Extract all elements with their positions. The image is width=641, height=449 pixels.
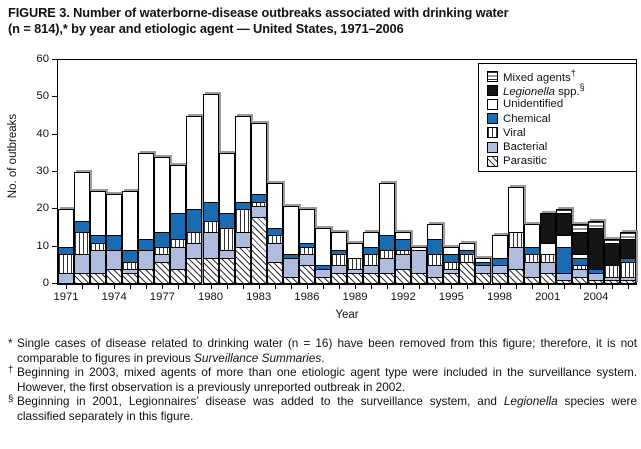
bar-segment-bacterial-1977 bbox=[154, 254, 170, 262]
bar-segment-chemical-1972 bbox=[74, 221, 90, 233]
bar-1987 bbox=[315, 228, 331, 284]
bar-segment-unidentified-1980 bbox=[203, 94, 219, 203]
bar-segment-legionella-2002 bbox=[556, 213, 572, 236]
bar-segment-parasitic-1982 bbox=[235, 247, 251, 284]
y-tick bbox=[52, 134, 57, 135]
bar-segment-unidentified-1971 bbox=[58, 209, 74, 247]
bar-segment-chemical-2003 bbox=[572, 258, 588, 266]
bar-segment-unidentified-1998 bbox=[492, 235, 508, 258]
bar-segment-chemical-1998 bbox=[492, 258, 508, 266]
bar-segment-bacterial-1997 bbox=[475, 265, 491, 273]
bar-segment-unidentified-1994 bbox=[427, 224, 443, 240]
bar-segment-bacterial-1980 bbox=[203, 232, 219, 259]
bar-segment-viral-1979 bbox=[186, 232, 202, 244]
figure-title-line1: FIGURE 3. Number of waterborne-disease outbreaks associated with drinking water bbox=[8, 5, 509, 20]
legend-swatch-mixed bbox=[487, 71, 498, 82]
x-tick bbox=[355, 285, 356, 289]
x-tick bbox=[467, 285, 468, 289]
x-tick bbox=[307, 285, 308, 289]
bar-segment-parasitic-1995 bbox=[443, 273, 459, 284]
legend-label-unidentified: Unidentified bbox=[503, 98, 564, 111]
bar-segment-viral-1975 bbox=[122, 262, 138, 270]
bar-segment-parasitic-1993 bbox=[411, 273, 427, 284]
bar-1991 bbox=[379, 183, 395, 284]
bar-2002 bbox=[556, 209, 572, 284]
bar-segment-bacterial-1973 bbox=[90, 250, 106, 273]
bar-segment-viral-1990 bbox=[363, 254, 379, 266]
footnote-text: Surveillance Summaries bbox=[194, 350, 322, 365]
bar-1997 bbox=[475, 258, 491, 284]
bar-segment-viral-1995 bbox=[443, 262, 459, 270]
bar-segment-parasitic-1985 bbox=[283, 277, 299, 284]
footnote-text: . bbox=[321, 350, 325, 365]
bar-2000 bbox=[524, 224, 540, 284]
bar-segment-mixed-2002 bbox=[556, 209, 572, 214]
x-tick bbox=[162, 285, 163, 289]
y-tick bbox=[52, 208, 57, 209]
bar-segment-unidentified-1995 bbox=[443, 247, 459, 255]
bar-segment-mixed-2004 bbox=[588, 221, 604, 229]
bar-segment-legionella-2001 bbox=[540, 213, 556, 244]
bar-segment-bacterial-1988 bbox=[331, 265, 347, 273]
bar-segment-unidentified-1978 bbox=[170, 165, 186, 215]
legend-item-parasitic bbox=[487, 154, 636, 168]
y-tick-label: 20 bbox=[36, 202, 49, 215]
bar-1981 bbox=[219, 153, 235, 284]
bar-segment-viral-1982 bbox=[235, 209, 251, 232]
bar-segment-chemical-1983 bbox=[251, 194, 267, 202]
bar-segment-unidentified-1974 bbox=[106, 194, 122, 236]
bar-segment-viral-1986 bbox=[299, 247, 315, 255]
bar-segment-bacterial-1974 bbox=[106, 250, 122, 270]
x-tick bbox=[146, 285, 147, 289]
x-tick-label: 2001 bbox=[535, 291, 561, 303]
x-tick-label: 2004 bbox=[583, 291, 609, 303]
bar-segment-parasitic-1980 bbox=[203, 258, 219, 284]
bar-2001 bbox=[540, 213, 556, 284]
bar-1994 bbox=[427, 224, 443, 284]
x-tick-label: 1986 bbox=[294, 291, 320, 303]
legend-swatch-viral bbox=[487, 127, 498, 138]
bar-segment-bacterial-1972 bbox=[74, 254, 90, 274]
bar-segment-viral-1977 bbox=[154, 247, 170, 255]
legend-swatch-legionella bbox=[487, 85, 498, 96]
bar-1986 bbox=[299, 209, 315, 284]
bar-1983 bbox=[251, 123, 267, 284]
x-tick bbox=[291, 285, 292, 289]
footnote-text: Single cases of disease related to drinking water (n = 16) have been removed from this figure; therefore, it is not comparable to figures in previous bbox=[17, 336, 637, 365]
bar-segment-viral-1980 bbox=[203, 221, 219, 233]
x-tick-label: 1974 bbox=[101, 291, 127, 303]
bar-segment-parasitic-2001 bbox=[540, 273, 556, 284]
y-tick bbox=[52, 59, 57, 60]
bar-1989 bbox=[347, 243, 363, 284]
x-tick bbox=[483, 285, 484, 289]
bar-segment-viral-1991 bbox=[379, 250, 395, 258]
bar-segment-parasitic-1983 bbox=[251, 217, 267, 284]
bar-segment-chemical-2002 bbox=[556, 247, 572, 274]
bar-1973 bbox=[90, 191, 106, 284]
x-tick bbox=[98, 285, 99, 289]
legend-label-legionella: Legionella spp.§ bbox=[503, 82, 585, 99]
x-tick bbox=[628, 285, 629, 289]
bar-segment-mixed-2003 bbox=[572, 224, 588, 232]
bar-segment-parasitic-2000 bbox=[524, 277, 540, 284]
bar-segment-bacterial-1990 bbox=[363, 265, 379, 273]
bar-segment-viral-1978 bbox=[170, 239, 186, 247]
footnote-text: species were classified separately in this figure. bbox=[17, 394, 637, 423]
bar-1990 bbox=[363, 232, 379, 284]
figure-title bbox=[8, 5, 638, 38]
bar-1996 bbox=[459, 243, 475, 284]
bar-segment-bacterial-1999 bbox=[508, 247, 524, 270]
bar-segment-parasitic-1979 bbox=[186, 258, 202, 284]
x-axis-title: Year bbox=[335, 309, 359, 321]
legend-box bbox=[478, 63, 637, 172]
bar-segment-legionella-2004 bbox=[588, 228, 604, 270]
bar-segment-parasitic-1974 bbox=[106, 269, 122, 284]
legend-label-parasitic: Parasitic bbox=[503, 155, 547, 168]
bar-segment-mixed-2005 bbox=[604, 239, 620, 244]
bar-segment-bacterial-1986 bbox=[299, 254, 315, 266]
y-tick-label: 40 bbox=[36, 127, 49, 140]
bar-1976 bbox=[138, 153, 154, 284]
x-tick bbox=[612, 285, 613, 289]
x-tick bbox=[211, 285, 212, 289]
x-tick bbox=[194, 285, 195, 289]
bar-segment-parasitic-1989 bbox=[347, 273, 363, 284]
bar-2003 bbox=[572, 224, 588, 284]
bar-1999 bbox=[508, 187, 524, 284]
bar-segment-bacterial-2001 bbox=[540, 262, 556, 274]
bar-segment-unidentified-1991 bbox=[379, 183, 395, 236]
bar-segment-unidentified-2000 bbox=[524, 224, 540, 247]
bar-segment-chemical-1980 bbox=[203, 202, 219, 222]
bar-1978 bbox=[170, 165, 186, 284]
bar-segment-chemical-1982 bbox=[235, 202, 251, 210]
x-tick-label: 1971 bbox=[53, 291, 79, 303]
bar-segment-unidentified-1988 bbox=[331, 232, 347, 252]
x-tick-label: 1980 bbox=[197, 291, 224, 303]
bar-segment-chemical-1984 bbox=[267, 228, 283, 236]
y-tick-label: 30 bbox=[36, 165, 49, 177]
x-tick bbox=[500, 285, 501, 289]
bar-segment-bacterial-1976 bbox=[138, 250, 154, 270]
bar-segment-unidentified-2001 bbox=[540, 243, 556, 255]
bar-segment-viral-1988 bbox=[331, 254, 347, 266]
bar-segment-parasitic-1976 bbox=[138, 269, 154, 284]
bar-segment-unidentified-1999 bbox=[508, 187, 524, 233]
bar-segment-unidentified-1985 bbox=[283, 206, 299, 256]
bar-segment-chemical-1974 bbox=[106, 235, 122, 251]
x-tick bbox=[259, 285, 260, 289]
bar-segment-mixed-2006 bbox=[620, 232, 636, 240]
bar-segment-chemical-1976 bbox=[138, 239, 154, 251]
bar-1975 bbox=[122, 191, 138, 284]
legend-label-chemical: Chemical bbox=[503, 112, 551, 125]
bar-segment-parasitic-1988 bbox=[331, 273, 347, 284]
bar-segment-bacterial-1983 bbox=[251, 206, 267, 218]
bar-segment-parasitic-2003 bbox=[572, 277, 588, 284]
y-tick-label: 0 bbox=[42, 277, 49, 289]
bar-segment-bacterial-1992 bbox=[395, 254, 411, 270]
bar-segment-unidentified-1983 bbox=[251, 123, 267, 195]
bar-1985 bbox=[283, 206, 299, 284]
bar-segment-chemical-1973 bbox=[90, 235, 106, 243]
bar-segment-unidentified-1993 bbox=[411, 247, 427, 252]
bar-segment-parasitic-1981 bbox=[219, 258, 235, 284]
bar-segment-unidentified-2002 bbox=[556, 235, 572, 247]
bar-segment-chemical-1971 bbox=[58, 247, 74, 255]
legend-item-unidentified bbox=[487, 97, 636, 111]
bar-segment-chemical-1990 bbox=[363, 247, 379, 255]
bar-segment-parasitic-1972 bbox=[74, 273, 90, 284]
bar-segment-unidentified-1986 bbox=[299, 209, 315, 244]
bar-segment-viral-2006 bbox=[620, 262, 636, 278]
bar-segment-chemical-1994 bbox=[427, 239, 443, 255]
legend-item-chemical bbox=[487, 112, 636, 126]
bar-segment-parasitic-1986 bbox=[299, 265, 315, 284]
legend-label-mixed: Mixed agents† bbox=[503, 68, 576, 84]
bar-segment-bacterial-1994 bbox=[427, 265, 443, 277]
x-tick bbox=[419, 285, 420, 289]
bar-1980 bbox=[203, 94, 219, 284]
bar-segment-bacterial-1981 bbox=[219, 250, 235, 258]
bar-1977 bbox=[154, 157, 170, 284]
bar-2004 bbox=[588, 221, 604, 284]
bar-segment-unidentified-1979 bbox=[186, 116, 202, 210]
bar-segment-unidentified-1972 bbox=[74, 172, 90, 222]
legend-item-viral bbox=[487, 126, 636, 140]
bar-segment-bacterial-2004 bbox=[588, 273, 604, 281]
x-tick-label: 1983 bbox=[246, 291, 272, 303]
bar-segment-viral-1999 bbox=[508, 232, 524, 248]
bar-segment-chemical-1977 bbox=[154, 232, 170, 248]
bar-segment-chemical-1991 bbox=[379, 235, 395, 251]
bar-segment-viral-1973 bbox=[90, 243, 106, 251]
bar-segment-legionella-2006 bbox=[620, 239, 636, 259]
bar-segment-parasitic-1996 bbox=[459, 262, 475, 284]
bar-segment-viral-1971 bbox=[58, 254, 74, 274]
legend-swatch-chemical bbox=[487, 113, 498, 124]
legend-item-mixed bbox=[487, 69, 636, 83]
bar-segment-bacterial-1998 bbox=[492, 265, 508, 273]
x-tick bbox=[532, 285, 533, 289]
bar-segment-bacterial-1971 bbox=[58, 273, 74, 284]
bar-segment-chemical-1979 bbox=[186, 209, 202, 232]
legend-item-legionella bbox=[487, 83, 636, 97]
bar-segment-parasitic-1994 bbox=[427, 277, 443, 284]
x-tick bbox=[516, 285, 517, 289]
footnote-marker: * bbox=[8, 336, 13, 350]
bar-1992 bbox=[395, 232, 411, 284]
bar-segment-unidentified-1990 bbox=[363, 232, 379, 248]
bar-1998 bbox=[492, 235, 508, 284]
bar-segment-viral-1989 bbox=[347, 258, 363, 270]
x-tick bbox=[227, 285, 228, 289]
bar-segment-chemical-2000 bbox=[524, 247, 540, 255]
footnote-† bbox=[8, 365, 637, 394]
x-tick bbox=[243, 285, 244, 289]
bar-1974 bbox=[106, 194, 122, 284]
footnote-text: Beginning in 2003, mixed agents of more than one etiologic agent type were included in the surveillance system. However, the first observation is a previously unreported outbreak in 2002. bbox=[17, 365, 637, 394]
x-tick bbox=[114, 285, 115, 289]
y-axis-title: No. of outbreaks bbox=[7, 113, 19, 199]
bar-segment-chemical-1992 bbox=[395, 239, 411, 251]
legend-label-viral: Viral bbox=[503, 126, 526, 139]
bar-1993 bbox=[411, 247, 427, 284]
bar-segment-viral-2005 bbox=[604, 265, 620, 277]
bar-segment-unidentified-1996 bbox=[459, 243, 475, 251]
x-tick-label: 1989 bbox=[342, 291, 368, 303]
footnote-§ bbox=[8, 394, 637, 423]
bar-segment-parasitic-1992 bbox=[395, 269, 411, 284]
x-tick bbox=[564, 285, 565, 289]
x-tick bbox=[130, 285, 131, 289]
footnote-* bbox=[8, 336, 637, 365]
bar-segment-bacterial-1987 bbox=[315, 269, 331, 277]
bar-segment-legionella-2003 bbox=[572, 232, 588, 255]
bar-segment-bacterial-1982 bbox=[235, 232, 251, 248]
legend-swatch-bacterial bbox=[487, 142, 498, 153]
bar-segment-parasitic-1975 bbox=[122, 273, 138, 284]
bar-segment-bacterial-1978 bbox=[170, 247, 186, 270]
bar-segment-unidentified-1973 bbox=[90, 191, 106, 237]
x-tick bbox=[580, 285, 581, 289]
x-tick bbox=[596, 285, 597, 289]
bar-1979 bbox=[186, 116, 202, 284]
bar-segment-bacterial-2003 bbox=[572, 269, 588, 277]
bar-segment-unidentified-1984 bbox=[267, 183, 283, 229]
y-tick-label: 50 bbox=[36, 90, 49, 103]
bar-1982 bbox=[235, 116, 251, 284]
bar-segment-unidentified-1997 bbox=[475, 258, 491, 263]
bar-segment-unidentified-1987 bbox=[315, 228, 331, 266]
y-tick-label: 60 bbox=[36, 53, 49, 65]
x-tick-label: 1992 bbox=[390, 291, 416, 303]
x-tick-label: 1977 bbox=[149, 291, 175, 303]
x-tick bbox=[178, 285, 179, 289]
figure-title-line2: (n = 814),* by year and etiologic agent — United States, 1971–2006 bbox=[8, 21, 404, 37]
x-tick bbox=[548, 285, 549, 289]
bar-2006 bbox=[620, 232, 636, 284]
bar-segment-viral-1972 bbox=[74, 232, 90, 255]
bar-segment-viral-1981 bbox=[219, 228, 235, 251]
legend-swatch-parasitic bbox=[487, 156, 498, 167]
bar-segment-viral-1984 bbox=[267, 235, 283, 243]
bar-segment-parasitic-1991 bbox=[379, 273, 395, 284]
bar-segment-unidentified-1992 bbox=[395, 232, 411, 240]
legend-swatch-unidentified bbox=[487, 99, 498, 110]
bar-segment-bacterial-2002 bbox=[556, 273, 572, 281]
x-tick bbox=[275, 285, 276, 289]
bar-segment-bacterial-1984 bbox=[267, 243, 283, 263]
bar-segment-parasitic-1987 bbox=[315, 277, 331, 284]
legend-label-bacterial: Bacterial bbox=[503, 141, 548, 154]
bar-segment-unidentified-1982 bbox=[235, 116, 251, 203]
bar-segment-parasitic-1984 bbox=[267, 262, 283, 284]
bar-1984 bbox=[267, 183, 283, 284]
bar-segment-bacterial-1991 bbox=[379, 258, 395, 274]
legend-item-bacterial bbox=[487, 140, 636, 154]
bar-segment-parasitic-1999 bbox=[508, 269, 524, 284]
bar-1971 bbox=[58, 209, 74, 284]
bar-segment-viral-1996 bbox=[459, 254, 475, 262]
x-tick bbox=[403, 285, 404, 289]
x-tick bbox=[82, 285, 83, 289]
bar-segment-bacterial-1993 bbox=[411, 250, 427, 273]
y-tick bbox=[52, 283, 57, 284]
bar-segment-bacterial-1985 bbox=[283, 258, 299, 278]
x-tick bbox=[66, 285, 67, 289]
bar-segment-parasitic-1973 bbox=[90, 273, 106, 284]
bar-segment-unidentified-1977 bbox=[154, 157, 170, 233]
bar-segment-bacterial-2000 bbox=[524, 262, 540, 278]
x-tick-label: 1995 bbox=[438, 291, 464, 303]
y-tick-label: 10 bbox=[36, 239, 49, 252]
bar-segment-chemical-1975 bbox=[122, 250, 138, 262]
bar-segment-unidentified-1989 bbox=[347, 243, 363, 259]
y-tick bbox=[52, 96, 57, 97]
bar-segment-legionella-2005 bbox=[604, 243, 620, 266]
bar-segment-bacterial-1979 bbox=[186, 243, 202, 259]
bar-segment-viral-1994 bbox=[427, 254, 443, 266]
bar-2005 bbox=[604, 239, 620, 284]
y-tick bbox=[52, 246, 57, 247]
bar-1995 bbox=[443, 247, 459, 284]
bar-segment-parasitic-1978 bbox=[170, 269, 186, 284]
bar-segment-viral-2000 bbox=[524, 254, 540, 262]
x-tick bbox=[339, 285, 340, 289]
bar-segment-parasitic-1997 bbox=[475, 273, 491, 284]
bar-segment-chemical-1995 bbox=[443, 254, 459, 262]
footnote-text: Beginning in 2001, Legionnaires’ disease was added to the surveillance system, and bbox=[17, 394, 504, 408]
bar-segment-parasitic-1990 bbox=[363, 273, 379, 284]
footnote-text: Legionella bbox=[503, 394, 558, 408]
x-tick bbox=[387, 285, 388, 289]
bar-segment-chemical-1981 bbox=[219, 213, 235, 229]
x-tick bbox=[451, 285, 452, 289]
bar-segment-unidentified-1976 bbox=[138, 153, 154, 240]
bar-1972 bbox=[74, 172, 90, 284]
y-tick bbox=[52, 171, 57, 172]
bar-segment-unidentified-1975 bbox=[122, 191, 138, 252]
footnote-marker: † bbox=[8, 364, 14, 375]
bar-segment-parasitic-1998 bbox=[492, 273, 508, 284]
x-tick bbox=[371, 285, 372, 289]
footnotes bbox=[8, 336, 637, 423]
bar-segment-chemical-1978 bbox=[170, 213, 186, 240]
x-tick bbox=[323, 285, 324, 289]
bar-segment-unidentified-1981 bbox=[219, 153, 235, 214]
bar-1988 bbox=[331, 232, 347, 284]
bar-segment-viral-2001 bbox=[540, 254, 556, 262]
x-tick-label: 1998 bbox=[486, 291, 513, 303]
footnote-marker: § bbox=[8, 393, 14, 404]
bar-segment-parasitic-1977 bbox=[154, 262, 170, 284]
x-tick bbox=[435, 285, 436, 289]
